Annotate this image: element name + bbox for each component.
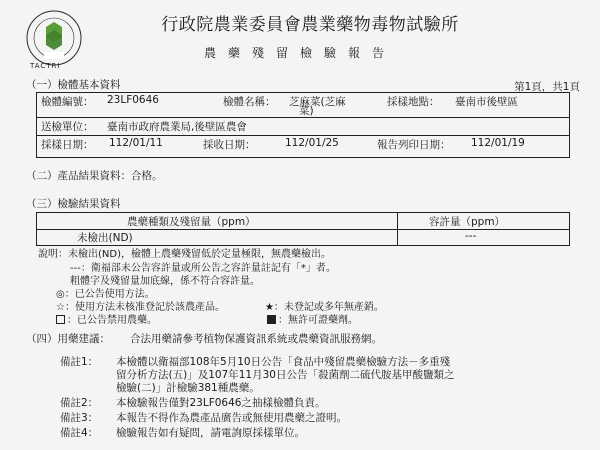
remark-2-text: 本檢驗報告僅對23LF0646之抽樣檢體負責。 [116,397,326,409]
basic-row-2 [37,117,569,134]
sample-name-value-cont: 菜) [299,105,314,117]
report-title: 農藥殘留檢驗報告 [203,46,396,60]
note-line-6 [56,311,358,326]
remark-4-text: 檢驗報告如有疑問，請電詢原採樣單位。 [116,427,305,439]
col-header-pesticide: 農藥種類及殘留量（ppm） [127,216,256,228]
sample-id-value: 23LF0646 [107,94,159,106]
page-info: 第1頁，共1頁 [514,81,580,93]
note-line-3: 粗體字及殘留量加底線，係不符合容許量。 [70,276,260,287]
unit-label: 送檢單位： [41,121,94,133]
logo-text: TACTRI [30,62,61,70]
basic-info-section-title: （一）檢體基本資料 [26,79,121,91]
product-result [26,168,163,183]
sample-name-label: 檢體名稱： [223,96,276,108]
note-line-6b: ：無許可證藥劑。 [278,315,358,326]
col-header-tolerance: 容許量（ppm） [429,216,506,228]
inspection-table [36,212,570,246]
result-value: 未檢出(ND) [77,232,133,244]
product-result-label: （二）產品結果資料： [26,170,131,182]
tolerance-value: --- [465,230,477,242]
print-date-value: 112/01/19 [471,137,525,149]
remark-4-label: 備註4： [60,427,99,439]
advice [26,331,382,346]
remark-1-line-3: 檢驗(二)」計檢驗381種農藥。 [116,382,260,394]
unlicensed-square-icon [267,315,276,324]
banned-square-icon [56,315,65,324]
receive-date-value: 112/01/25 [285,137,339,149]
sample-date-label: 採樣日期： [41,139,94,151]
org-title: 行政院農業委員會農業藥物毒物試驗所 [161,15,459,35]
remark-3-text: 本報告不得作為農產品廣告或無使用農藥之證明。 [116,412,347,424]
basic-info-table [36,92,570,158]
location-value: 臺南市後壁區 [455,96,518,108]
advice-label: （四）用藥建議： [26,333,110,345]
note-line-5a: ☆：使用方法未核准登記於該農產品。 [56,302,225,313]
remark-2-label: 備註2： [60,397,99,409]
remark-1-label: 備註1： [60,356,99,368]
unit-value: 臺南市政府農業局,後壁區農會 [107,121,247,133]
note-line-5b: ★：未登記或多年無產銷。 [264,302,384,313]
basic-row-3 [37,135,569,152]
remark-1-line-1: 本檢體以衛福部108年5月10日公告「食品中殘留農藥檢驗方法－多重殘 [116,356,451,368]
note-line-4: ◎：已公告使用方法。 [56,289,155,300]
note-line-6a: ：已公告禁用農藥。 [67,315,157,326]
remark-1-line-2: 留分析方法(五)」及107年11月30日公告「殺菌劑二硫代胺基甲酸鹽類之 [116,369,455,381]
advice-text: 合法用藥請參考植物保護資訊系統或農藥資訊服務網。 [130,333,382,345]
sample-name-value: 芝麻菜(芝麻 [289,96,346,108]
note-line-2: ---：衛福部未公告容許量或所公告之容許量註記有「*」者。 [70,263,336,274]
product-result-value: 合格。 [131,170,163,182]
print-date-label: 報告列印日期： [377,139,451,151]
sample-date-value: 112/01/11 [109,137,163,149]
note-line-1: 說明：未檢出(ND)，檢體上農藥殘留低於定量極限，無農藥檢出。 [38,249,331,260]
location-label: 採樣地點： [387,96,440,108]
sample-id-label: 檢體編號： [41,96,94,108]
remark-3-label: 備註3： [60,412,99,424]
receive-date-label: 採收日期： [203,139,256,151]
inspection-section-title: （三）檢驗結果資料 [26,198,121,210]
